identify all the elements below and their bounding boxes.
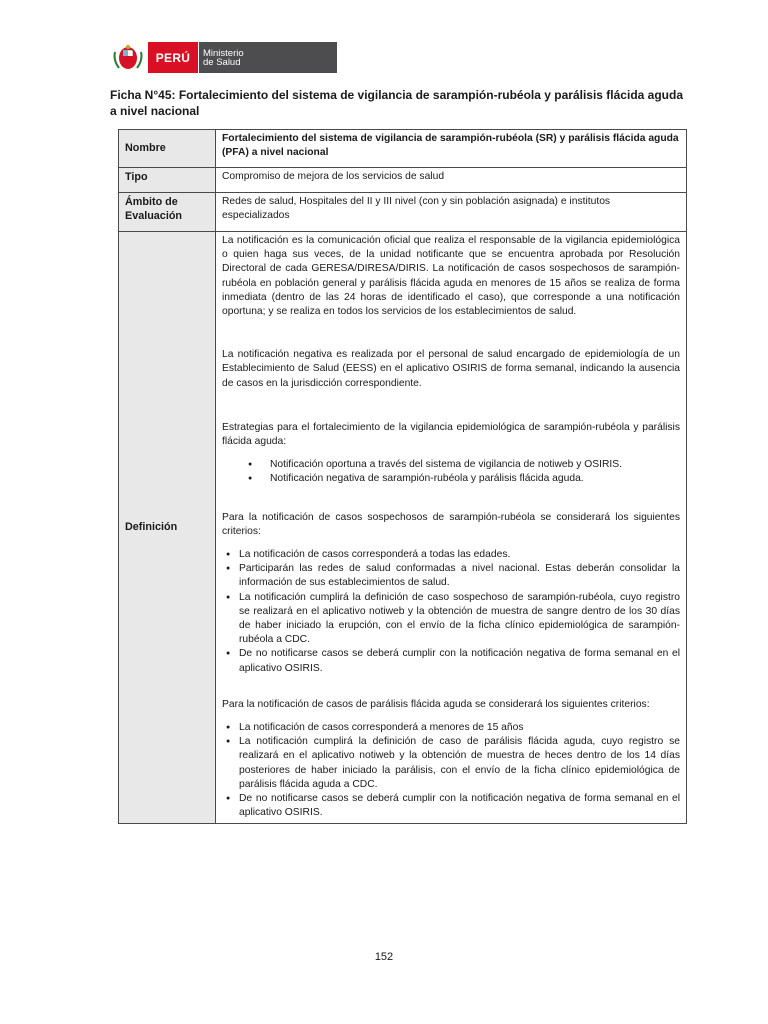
row-definicion <box>119 232 687 824</box>
def-paragraph-5: Para la notificación de casos de parálisis flácida aguda se considerará los siguientes criterios: <box>222 698 650 710</box>
def-paragraph-4: Para la notificación de casos sospechosos de sarampión-rubéola se considerará los siguientes criterios: <box>222 511 680 537</box>
tipo-value: Compromiso de mejora de los servicios de salud <box>216 168 687 193</box>
ministry-label <box>198 42 337 73</box>
list-item: ● Participarán las redes de salud conformadas a nivel nacional. Estas deberán consolidar la información de sus establecimientos de salud. <box>222 562 680 590</box>
tipo-label: Tipo <box>119 168 216 193</box>
row-ambito <box>119 193 687 232</box>
list-item: ● La notificación cumplirá la definición de caso de parálisis flácida aguda, cuyo registro se realizará en el aplicativo notiweb y la obtención de muestra de heces dentro de los 14 días posteriores de haber iniciado la parálisis, con el envío de la ficha clínico epidemiológica de parálisis flácida aguda a CDC. <box>222 735 680 792</box>
sr-criteria-list <box>222 548 680 676</box>
definicion-value <box>216 232 687 824</box>
nombre-label: Nombre <box>119 130 216 168</box>
page-title: Ficha N°45: Fortalecimiento del sistema de vigilancia de sarampión-rubéola y parálisis flácida aguda a nivel nacional <box>110 88 683 118</box>
ficha-table <box>118 129 687 824</box>
peru-label: PERÚ <box>148 42 198 73</box>
list-item: ● De no notificarse casos se deberá cumplir con la notificación negativa de forma semanal en el aplicativo OSIRIS. <box>222 792 680 820</box>
list-item: ● La notificación cumplirá la definición de caso sospechoso de sarampión-rubéola, cuyo registro se realizará en el aplicativo notiweb y la obtención de muestra de sangre dentro de los 30 días de haber iniciado la erupción, con el envío de la ficha clínico epidemiológica de sarampión-rubéola a CDC. <box>222 591 680 648</box>
list-item: ● Notificación negativa de sarampión-rubéola y parálisis flácida aguda. <box>222 472 680 486</box>
def-paragraph-1: La notificación es la comunicación oficial que realiza el responsable de la vigilancia epidemiológica o quien haga sus veces, de la unidad notificante que se encuentra aprobada por Resolución Directoral de cada GERESA/DIRESA/DIRIS. La notificación de casos sospechosos de sarampión-rubéola en población general y parálisis flácida aguda en menores de 15 años se realiza de forma inmediata (dentro de las 24 horas de identificado el caso), que corresponde a una notificación oportuna; y se realiza en todos los servicios de los establecimientos de salud. <box>222 235 680 318</box>
def-paragraph-3: Estrategias para el fortalecimiento de la vigilancia epidemiológica de sarampión-rubéola y parálisis flácida aguda: <box>222 421 680 448</box>
minsa-logo <box>110 42 337 73</box>
list-item: ● De no notificarse casos se deberá cumplir con la notificación negativa de forma semanal en el aplicativo OSIRIS. <box>222 647 680 675</box>
row-nombre <box>119 130 687 168</box>
list-item: ● Notificación oportuna a través del sistema de vigilancia de notiweb y OSIRIS. <box>222 458 680 472</box>
ambito-label: Ámbito de Evaluación <box>119 193 216 232</box>
ministry-line1: Ministerio <box>203 47 244 59</box>
ambito-value: Redes de salud, Hospitales del II y III nivel (con y sin población asignada) e institutos especializados <box>216 193 687 232</box>
def-paragraph-2: La notificación negativa es realizada por el personal de salud encargado de epidemiología de un Establecimiento de Salud (EESS) en el aplicativo OSIRIS de forma semanal, indicando la ausencia de casos en la jurisdicción correspondiente. <box>222 349 680 389</box>
ministry-line2: de Salud <box>203 56 241 68</box>
pfa-criteria-list <box>222 721 680 820</box>
list-item: ● La notificación de casos corresponderá a menores de 15 años <box>222 721 680 735</box>
list-item: ● La notificación de casos corresponderá a todas las edades. <box>222 548 680 562</box>
strategies-list <box>222 458 680 486</box>
page-number: 152 <box>374 951 394 963</box>
coat-of-arms-icon <box>110 42 146 73</box>
definicion-label: Definición <box>119 232 216 824</box>
row-tipo <box>119 168 687 193</box>
nombre-value: Fortalecimiento del sistema de vigilancia de sarampión-rubéola (SR) y parálisis flácida aguda (PFA) a nivel nacional <box>216 130 687 168</box>
